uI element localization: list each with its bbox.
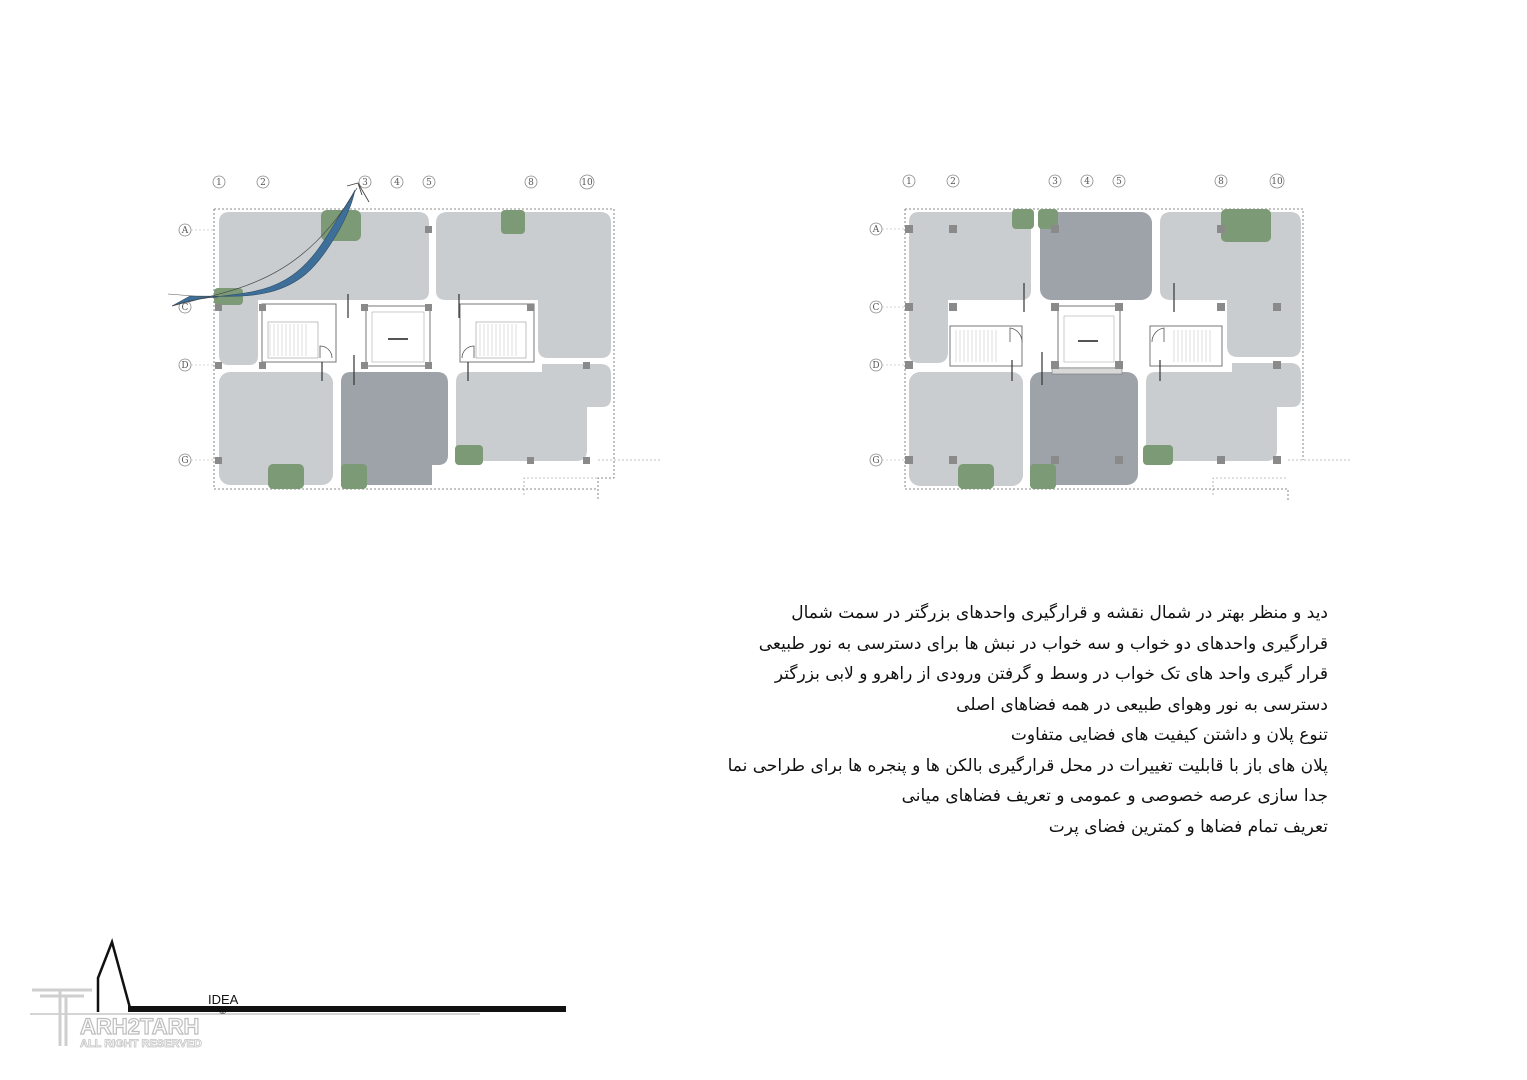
grid-bubble-col: [903, 175, 915, 187]
grid-bubble-col: [1049, 175, 1061, 187]
svg-text:D: D: [181, 361, 189, 371]
logo-rights-text: ALL RIGHT RESERVED: [80, 1038, 202, 1050]
svg-text:A: A: [181, 226, 189, 236]
svg-text:G: G: [872, 456, 880, 466]
grid-bubble-col: [580, 175, 594, 189]
logo-peak-mark: [98, 942, 130, 1012]
left-site-line: [524, 460, 662, 495]
right-row-grid-labels: [870, 223, 905, 466]
svg-text:3: 3: [1052, 177, 1058, 187]
grid-bubble-row: [179, 224, 214, 236]
grid-bubble-row: [870, 359, 905, 371]
grid-bubble-col: [257, 176, 269, 188]
grid-bubble-col: [213, 176, 225, 188]
grid-bubble-col: [391, 176, 403, 188]
grid-bubble-row: [179, 359, 214, 371]
logo-copyright: ©: [219, 1006, 227, 1017]
svg-text:1: 1: [216, 178, 222, 188]
svg-text:5: 5: [426, 178, 432, 188]
grid-bubble-col: [1270, 174, 1284, 188]
svg-text:G: G: [181, 456, 189, 466]
svg-text:2: 2: [260, 178, 266, 188]
left-core: [258, 300, 538, 372]
svg-text:10: 10: [1271, 177, 1283, 187]
design-notes: [600, 598, 1328, 842]
grid-bubble-col: [1113, 175, 1125, 187]
svg-text:4: 4: [1084, 177, 1090, 187]
svg-text:4: 4: [394, 178, 400, 188]
note-line: تعریف تمام فضاها و کمترین فضای پرت: [1048, 816, 1328, 837]
note-line: جدا سازی عرصه خصوصی و عمومی و تعریف فضاهای میانی: [901, 786, 1328, 806]
left-balcony: [268, 464, 304, 489]
left-column-grid-labels: [213, 175, 594, 189]
svg-text:D: D: [872, 361, 880, 371]
note-line: قرارگیری واحدهای دو خواب و سه خواب در نبش ها برای دسترسی به نور طبیعی: [758, 633, 1328, 654]
logo-brand-text: ARH2TARH: [80, 1014, 200, 1039]
grid-bubble-col: [359, 176, 371, 188]
svg-text:8: 8: [1218, 177, 1224, 187]
grid-bubble-col: [1215, 175, 1227, 187]
grid-bubble-col: [525, 176, 537, 188]
right-balcony: [1012, 209, 1034, 229]
note-line: دید و منظر بهتر در شمال نقشه و قرارگیری واحدهای بزرگتر در سمت شمال: [791, 603, 1328, 623]
left-floor-plan: [168, 175, 662, 500]
left-balcony: [341, 464, 367, 489]
grid-bubble-col: [1081, 175, 1093, 187]
svg-text:2: 2: [950, 177, 956, 187]
logo-idea-label: IDEA: [208, 992, 239, 1007]
right-column-grid-labels: [903, 174, 1284, 188]
right-balcony: [1221, 209, 1271, 242]
svg-text:1: 1: [906, 177, 912, 187]
arh2tarh-logo: [0, 930, 600, 1070]
left-row-grid-labels: [179, 224, 214, 466]
right-balcony: [958, 464, 994, 489]
left-balcony: [455, 445, 483, 465]
right-balcony: [1030, 464, 1056, 489]
right-core: [948, 300, 1227, 374]
svg-text:C: C: [872, 303, 880, 313]
svg-text:8: 8: [528, 178, 534, 188]
note-line: پلان های باز با قابلیت تغییرات در محل قرارگیری بالکن ها و پنجره ها برای طراحی نما: [727, 755, 1328, 776]
svg-text:C: C: [181, 303, 189, 313]
note-line: دسترسی به نور وهوای طبیعی در همه فضاهای اصلی: [956, 694, 1328, 715]
grid-bubble-row: [870, 301, 905, 313]
svg-text:10: 10: [581, 178, 593, 188]
svg-text:A: A: [872, 225, 880, 235]
grid-bubble-col: [423, 176, 435, 188]
right-balcony: [1143, 445, 1173, 465]
svg-text:3: 3: [362, 178, 368, 188]
grid-bubble-row: [179, 454, 214, 466]
grid-bubble-row: [870, 223, 905, 235]
grid-bubble-col: [947, 175, 959, 187]
svg-text:5: 5: [1116, 177, 1122, 187]
grid-bubble-row: [870, 454, 905, 466]
right-site-line: [1213, 460, 1352, 495]
left-balcony: [501, 210, 525, 234]
note-line: قرار گیری واحد های تک خواب در وسط و گرفتن ورودی از راهرو و لابی بزرگتر: [774, 664, 1328, 684]
note-line: تنوع پلان و داشتن کیفیت های فضایی متفاوت: [1010, 725, 1328, 745]
right-floor-plan: [870, 174, 1352, 500]
